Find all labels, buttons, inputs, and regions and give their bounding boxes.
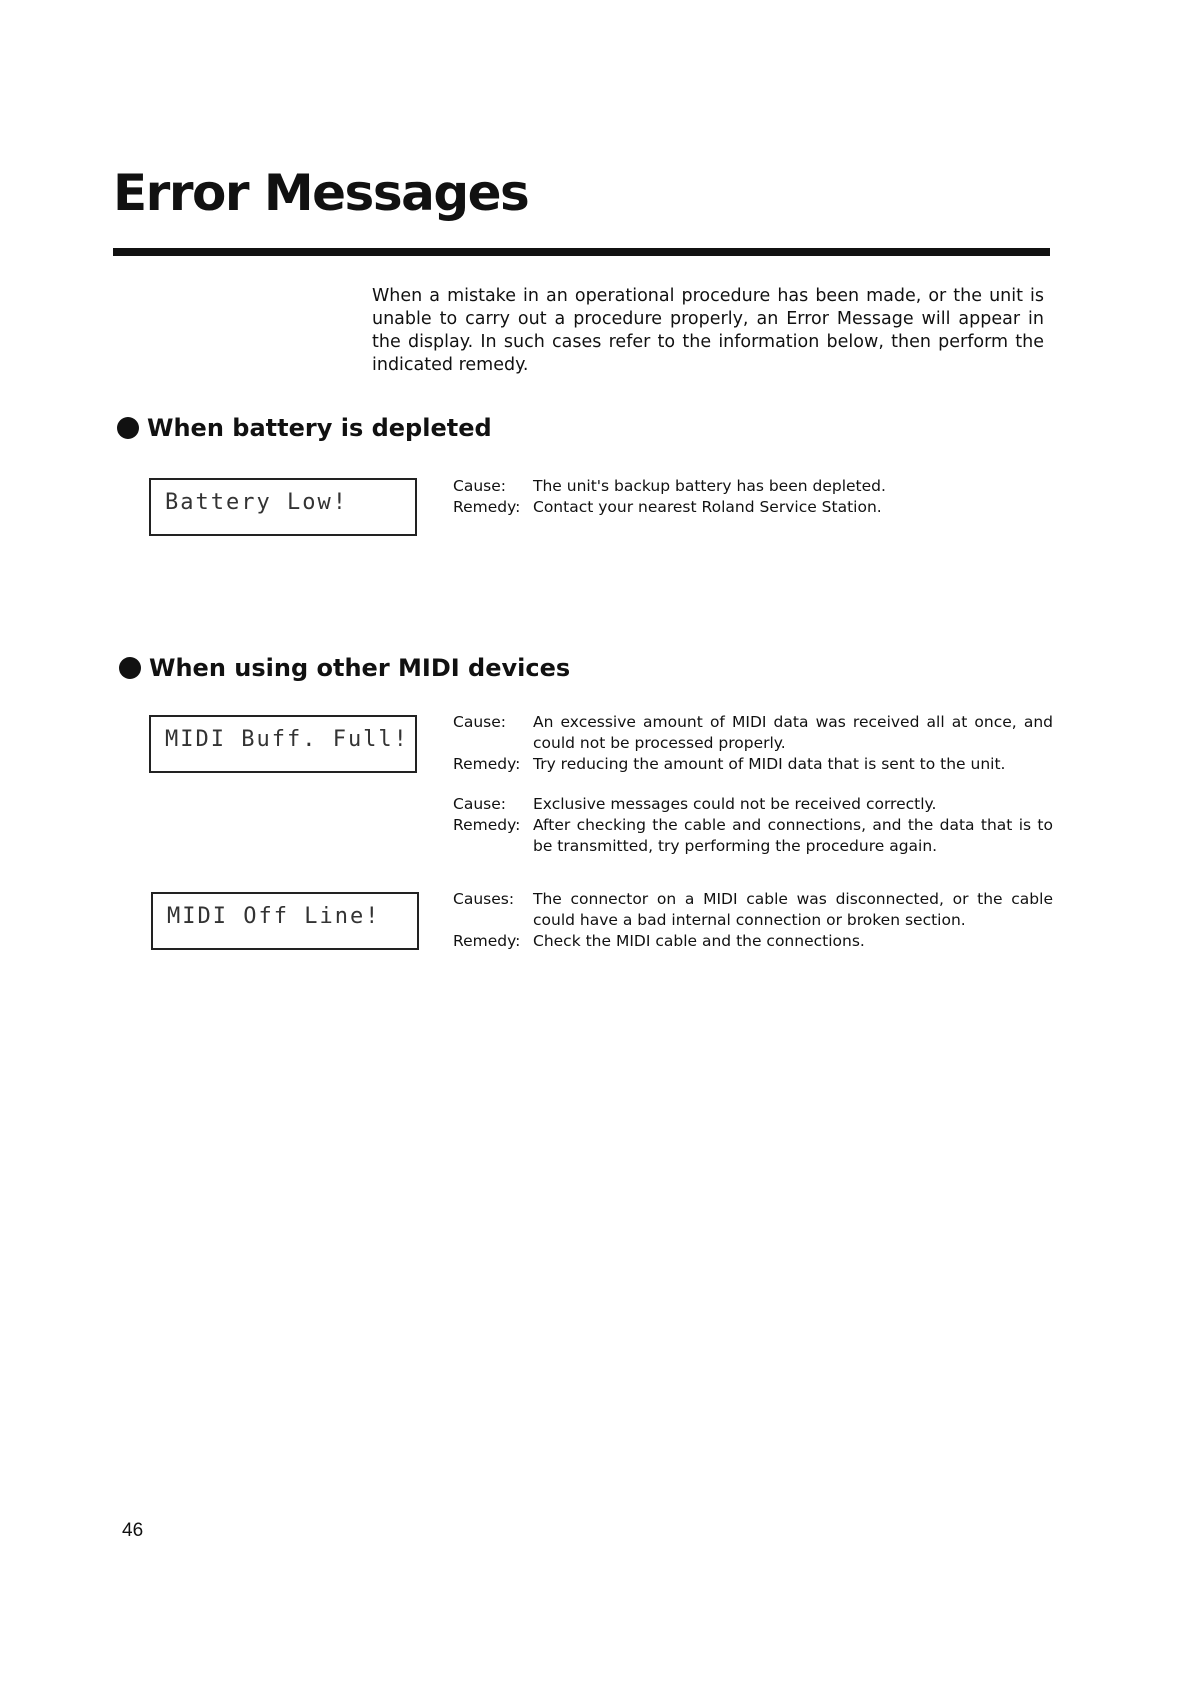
section-heading-midi [119, 656, 570, 680]
cause-text: The unit's backup battery has been depleted. [533, 477, 886, 495]
cause-text: An excessive amount of MIDI data was received all at once, and could not be processed properly. [533, 713, 1053, 752]
remedy-label: Remedy: [453, 816, 521, 834]
remedy-text: After checking the cable and connections, and the data that is to be transmitted, try performing the procedure again. [533, 816, 1053, 855]
intro-paragraph: When a mistake in an operational procedure has been made, or the unit is unable to carry out a procedure properly, an Error Message will appear in the display. In such cases refer to the information below, then perform the indicated remedy. [372, 286, 1044, 375]
remedy-text: Check the MIDI cable and the connections. [533, 932, 865, 950]
remedy-text: Contact your nearest Roland Service Station. [533, 498, 882, 516]
section-heading-label: When using other MIDI devices [149, 654, 571, 682]
cause-text: Exclusive messages could not be received correctly. [533, 795, 937, 813]
cause-label: Causes: [453, 890, 515, 908]
bullet-icon [117, 417, 139, 439]
lcd-display-midi-buff-full: MIDI Buff. Full! [149, 715, 417, 773]
lcd-display-midi-off-line: MIDI Off Line! [151, 892, 419, 950]
cause-label: Cause: [453, 795, 506, 813]
remedy-label: Remedy: [453, 932, 521, 950]
remedy-text: Try reducing the amount of MIDI data that is sent to the unit. [533, 755, 1006, 773]
section-heading-label: When battery is depleted [147, 414, 492, 442]
page-number: 46 [122, 1520, 144, 1541]
lcd-display-battery-low: Battery Low! [149, 478, 417, 536]
title-rule [113, 248, 1050, 256]
remedy-label: Remedy: [453, 498, 521, 516]
bullet-icon [119, 657, 141, 679]
remedy-label: Remedy: [453, 755, 521, 773]
cause-text: The connector on a MIDI cable was disconnected, or the cable could have a bad internal connection or broken section. [533, 890, 1053, 929]
error-entry-battery [453, 476, 1053, 518]
cause-label: Cause: [453, 477, 506, 495]
error-entry-midi-buffer [453, 712, 1053, 775]
cause-label: Cause: [453, 713, 506, 731]
error-entry-midi-exclusive [453, 794, 1053, 857]
section-heading-battery [117, 416, 492, 440]
error-entry-midi-offline [453, 889, 1053, 952]
page-title: Error Messages [113, 164, 529, 222]
